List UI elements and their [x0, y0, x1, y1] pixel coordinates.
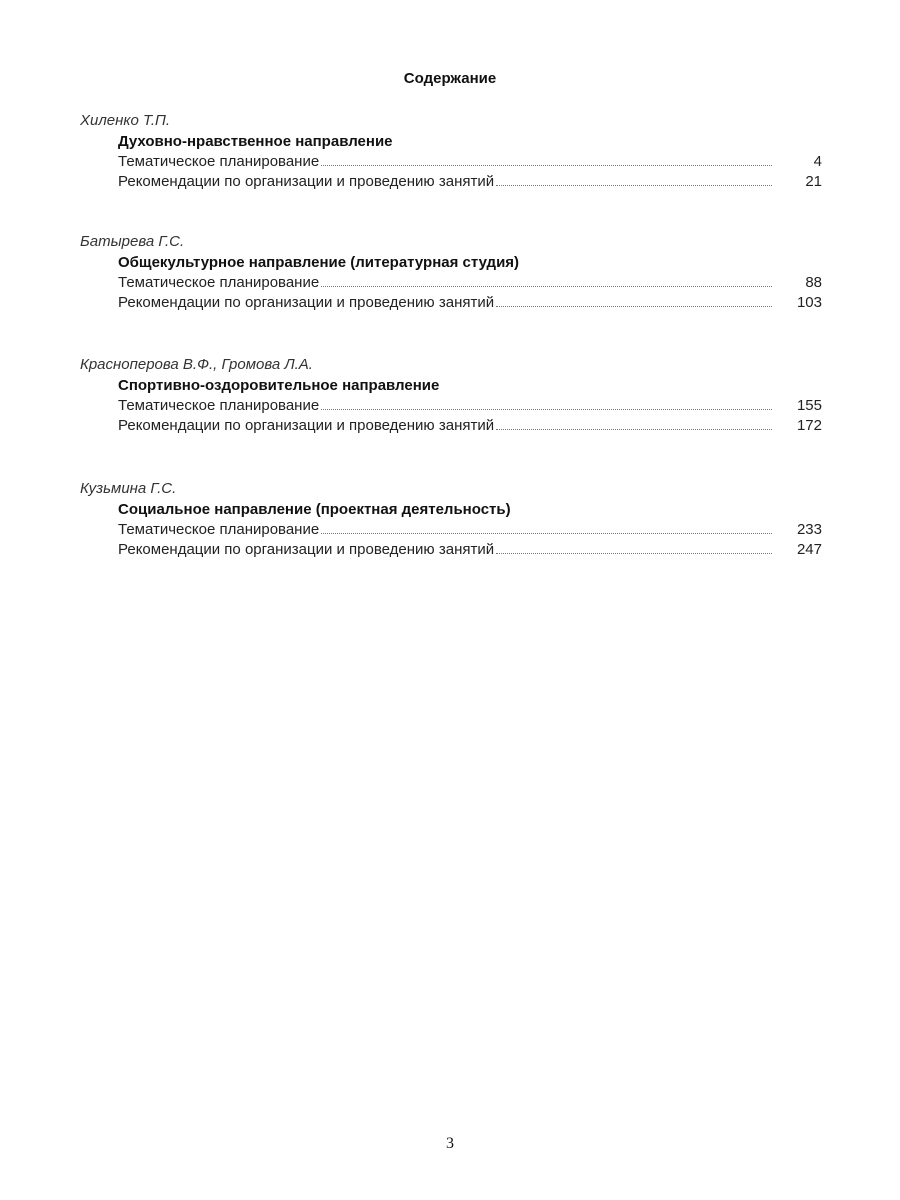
entry-label: Тематическое планирование: [118, 521, 320, 538]
dot-leader: [496, 429, 772, 430]
dot-leader: [496, 553, 772, 554]
dot-leader: [321, 409, 772, 410]
entry-label: Тематическое планирование: [118, 397, 320, 414]
toc-section: [80, 478, 822, 560]
section-heading: Духовно-нравственное направление: [118, 133, 393, 150]
toc-entry[interactable]: [118, 152, 822, 172]
section-author: Красноперова В.Ф., Громова Л.А.: [80, 356, 313, 373]
entry-label: Рекомендации по организации и проведению занятий: [118, 294, 495, 311]
entry-page: 247: [796, 541, 822, 558]
entry-label: Тематическое планирование: [118, 274, 320, 291]
entry-page: 88: [805, 274, 822, 291]
entry-label: Рекомендации по организации и проведению занятий: [118, 417, 495, 434]
section-heading: Спортивно-оздоровительное направление: [118, 377, 440, 394]
section-author: Кузьмина Г.С.: [80, 480, 177, 497]
entry-page: 21: [805, 173, 822, 190]
toc-section: [80, 231, 822, 313]
entry-page: 172: [796, 417, 822, 434]
toc-section: [80, 354, 822, 436]
dot-leader: [496, 185, 772, 186]
toc-entry[interactable]: [118, 172, 822, 192]
toc-entry[interactable]: [118, 520, 822, 540]
section-author: Батырева Г.С.: [80, 233, 185, 250]
toc-entry[interactable]: [118, 396, 822, 416]
entry-label: Рекомендации по организации и проведению занятий: [118, 541, 495, 558]
entry-page: 103: [796, 294, 822, 311]
entry-page: 233: [796, 521, 822, 538]
dot-leader: [321, 533, 772, 534]
section-author: Хиленко Т.П.: [80, 112, 171, 129]
toc-entry[interactable]: [118, 416, 822, 436]
dot-leader: [321, 165, 772, 166]
toc-entry[interactable]: [118, 540, 822, 560]
entry-label: Рекомендации по организации и проведению занятий: [118, 173, 495, 190]
toc-entry[interactable]: [118, 293, 822, 313]
toc-title: Содержание: [403, 70, 497, 87]
dot-leader: [321, 286, 772, 287]
page-number: 3: [446, 1135, 454, 1152]
toc-section: [80, 110, 822, 192]
dot-leader: [496, 306, 772, 307]
entry-page: 155: [796, 397, 822, 414]
toc-entry[interactable]: [118, 273, 822, 293]
section-heading: Социальное направление (проектная деятельность): [118, 501, 511, 518]
section-heading: Общекультурное направление (литературная студия): [118, 254, 520, 271]
entry-page: 4: [813, 153, 822, 170]
entry-label: Тематическое планирование: [118, 153, 320, 170]
